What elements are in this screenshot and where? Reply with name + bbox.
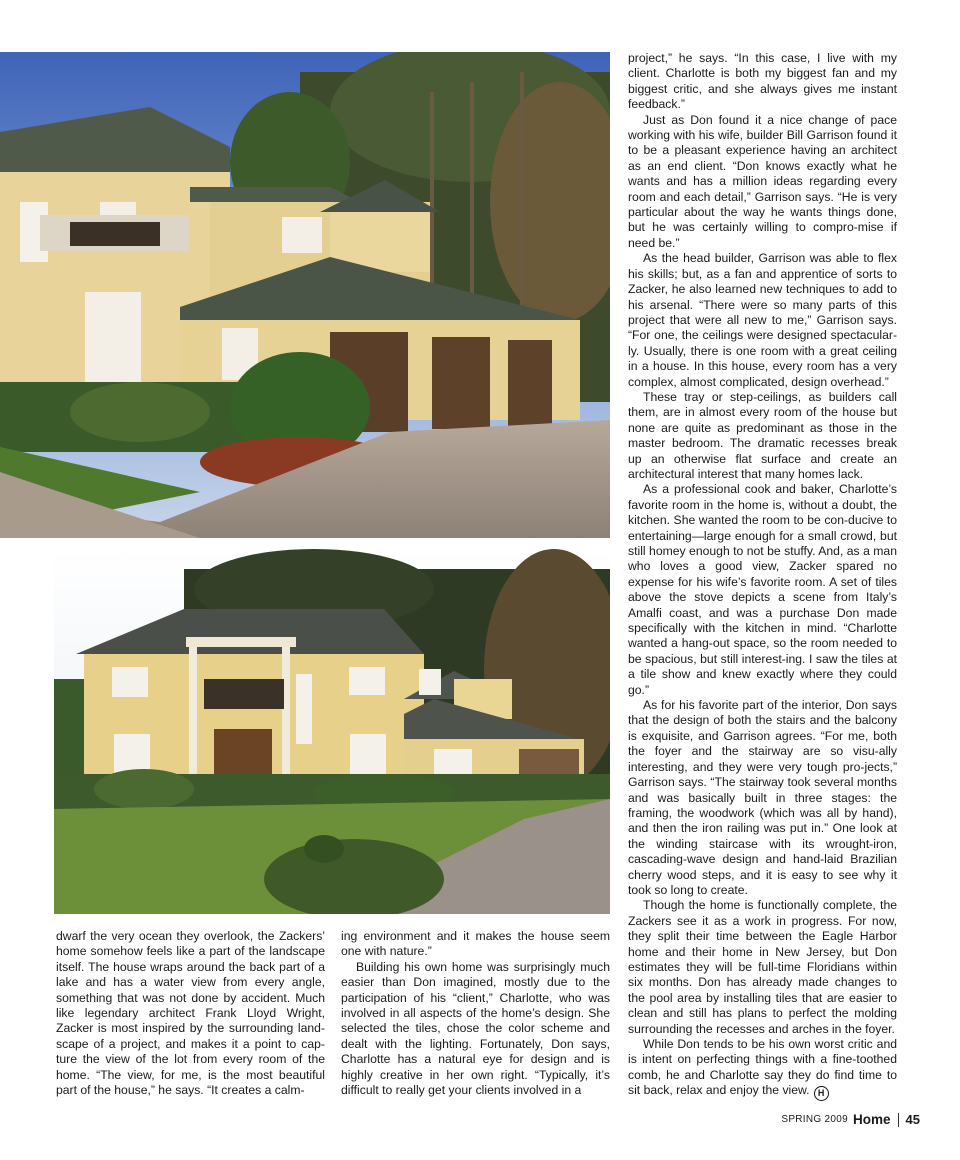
article-column-right xyxy=(628,51,897,1101)
magazine-name: Home xyxy=(853,1112,891,1127)
article-paragraph: Building his own home was surprisingly much easier than Don imagined, mostly due to the participation of his “client,” Charlotte, who was involved in all aspects of the home’s design. She selected the tiles, chose the color scheme and dealt with the lighting. Fortunately, Don says, Charlotte has a natural eye for design and is highly creative in her own right. “Typically, it’s difficult to really get your clients involved in a xyxy=(341,959,610,1098)
folio-divider xyxy=(898,1113,899,1127)
article-paragraph: Though the home is functionally complete, the Zackers see it as a work in progress. For now, they split their time between the Eagle Harbor home and their home in New Jersey, but Don estimates they will be full-time Floridians within six months. Don has already made changes to the pool area by installing tiles that are easier to clean and still has plans to perfect the molding surrounding the recesses and arches in the foyer. xyxy=(628,898,897,1036)
closing-paragraph-text: While Don tends to be his own worst critic and is intent on perfecting things with a fine-toothed comb, he and Charlotte say they do find time to sit back, relax and enjoy the view. xyxy=(628,1037,897,1098)
article-paragraph: ing environment and it makes the house seem one with nature.” xyxy=(341,929,610,959)
article-column-left xyxy=(56,929,325,1098)
article-paragraph: As for his favorite part of the interior, Don says that the design of both the stairs and the balcony is exquisite, and Garrison agrees. “For me, both the foyer and the stairway are so visu-ally interesting, and they were very tough pro-jects,” Garrison says. “The stairway took several months and was basically built in three stages: the framing, the woodwork (which was all by hand), and then the iron railing was put in.” One look at the winding staircase with its wrought-iron, cascading-wave design and hand-laid Brazilian cherry wood steps, and it is easy to see why it took so long to create. xyxy=(628,698,897,897)
page-folio xyxy=(781,1112,920,1127)
house-front-entrance-photo xyxy=(54,549,610,914)
issue-date: SPRING 2009 xyxy=(781,1114,849,1125)
page-number: 45 xyxy=(905,1112,920,1127)
article-paragraph: As the head builder, Garrison was able to flex his skills; but, as a fan and apprentice of sorts to Zacker, he also learned new techniques to add to his arsenal. “There were so many parts of this project that were all new to me,” Garrison says. “For one, the ceilings were designed spectacular-ly. Usually, there is one room with a great ceiling in a house. In this house, every room has a very complex, almost complicated, design overhead.” xyxy=(628,251,897,389)
house-front-garage-photo xyxy=(0,52,610,538)
article-paragraph: These tray or step-ceilings, as builders call them, are in almost every room of the house but none are quite as predominant as those in the master bedroom. The dramatic recesses break up an otherwise flat surface and create an architectural interest that many homes lack. xyxy=(628,389,897,481)
article-paragraph: As a professional cook and baker, Charlotte’s favorite room in the home is, without a doubt, the kitchen. She wanted the room to be con-ducive to entertaining—large enough for a small crowd, but still homey enough to not be stuffy. And, as a man who loves a good view, Zacker spared no expense for his wife’s favorite room. A set of tiles above the stove depicts a scene from Italy’s Amalfi coast, and was a purchase Don made specifically with the kitchen in mind. “Charlotte wanted a hang-out space, so the room needed to be spacious, but still interest-ing. I saw the tiles at a tile show and knew exactly where they could go.” xyxy=(628,482,897,697)
article-paragraph: Just as Don found it a nice change of pace working with his wife, builder Bill Garrison found it to be a pleasant experience having an architect as an end client. “Don knows exactly what he wants and has a million ideas regarding every room and each detail,” Garrison says. “He is very particular about the way he wants things done, but he was certainly willing to compro-mise if need be.” xyxy=(628,112,897,250)
article-closing-paragraph xyxy=(628,1037,897,1101)
article-column-middle xyxy=(341,929,610,1098)
article-paragraph: project,” he says. “In this case, I live with my client. Charlotte is both my biggest fan and my biggest critic, and she always gives me instant feedback.” xyxy=(628,51,897,112)
article-paragraph: dwarf the very ocean they overlook, the Zackers’ home somehow feels like a part of the landscape itself. The house wraps around the back part of a lake and has a water view from every angle, something that was not done by accident. Much like legendary architect Frank Lloyd Wright, Zacker is most inspired by the surrounding land-scape of a project, and makes it a point to cap-ture the view of the lot from every room of the home. “The view, for me, is the most beautiful part of the house,” he says. “It creates a calm- xyxy=(56,929,325,1098)
end-of-article-icon: H xyxy=(814,1086,829,1101)
